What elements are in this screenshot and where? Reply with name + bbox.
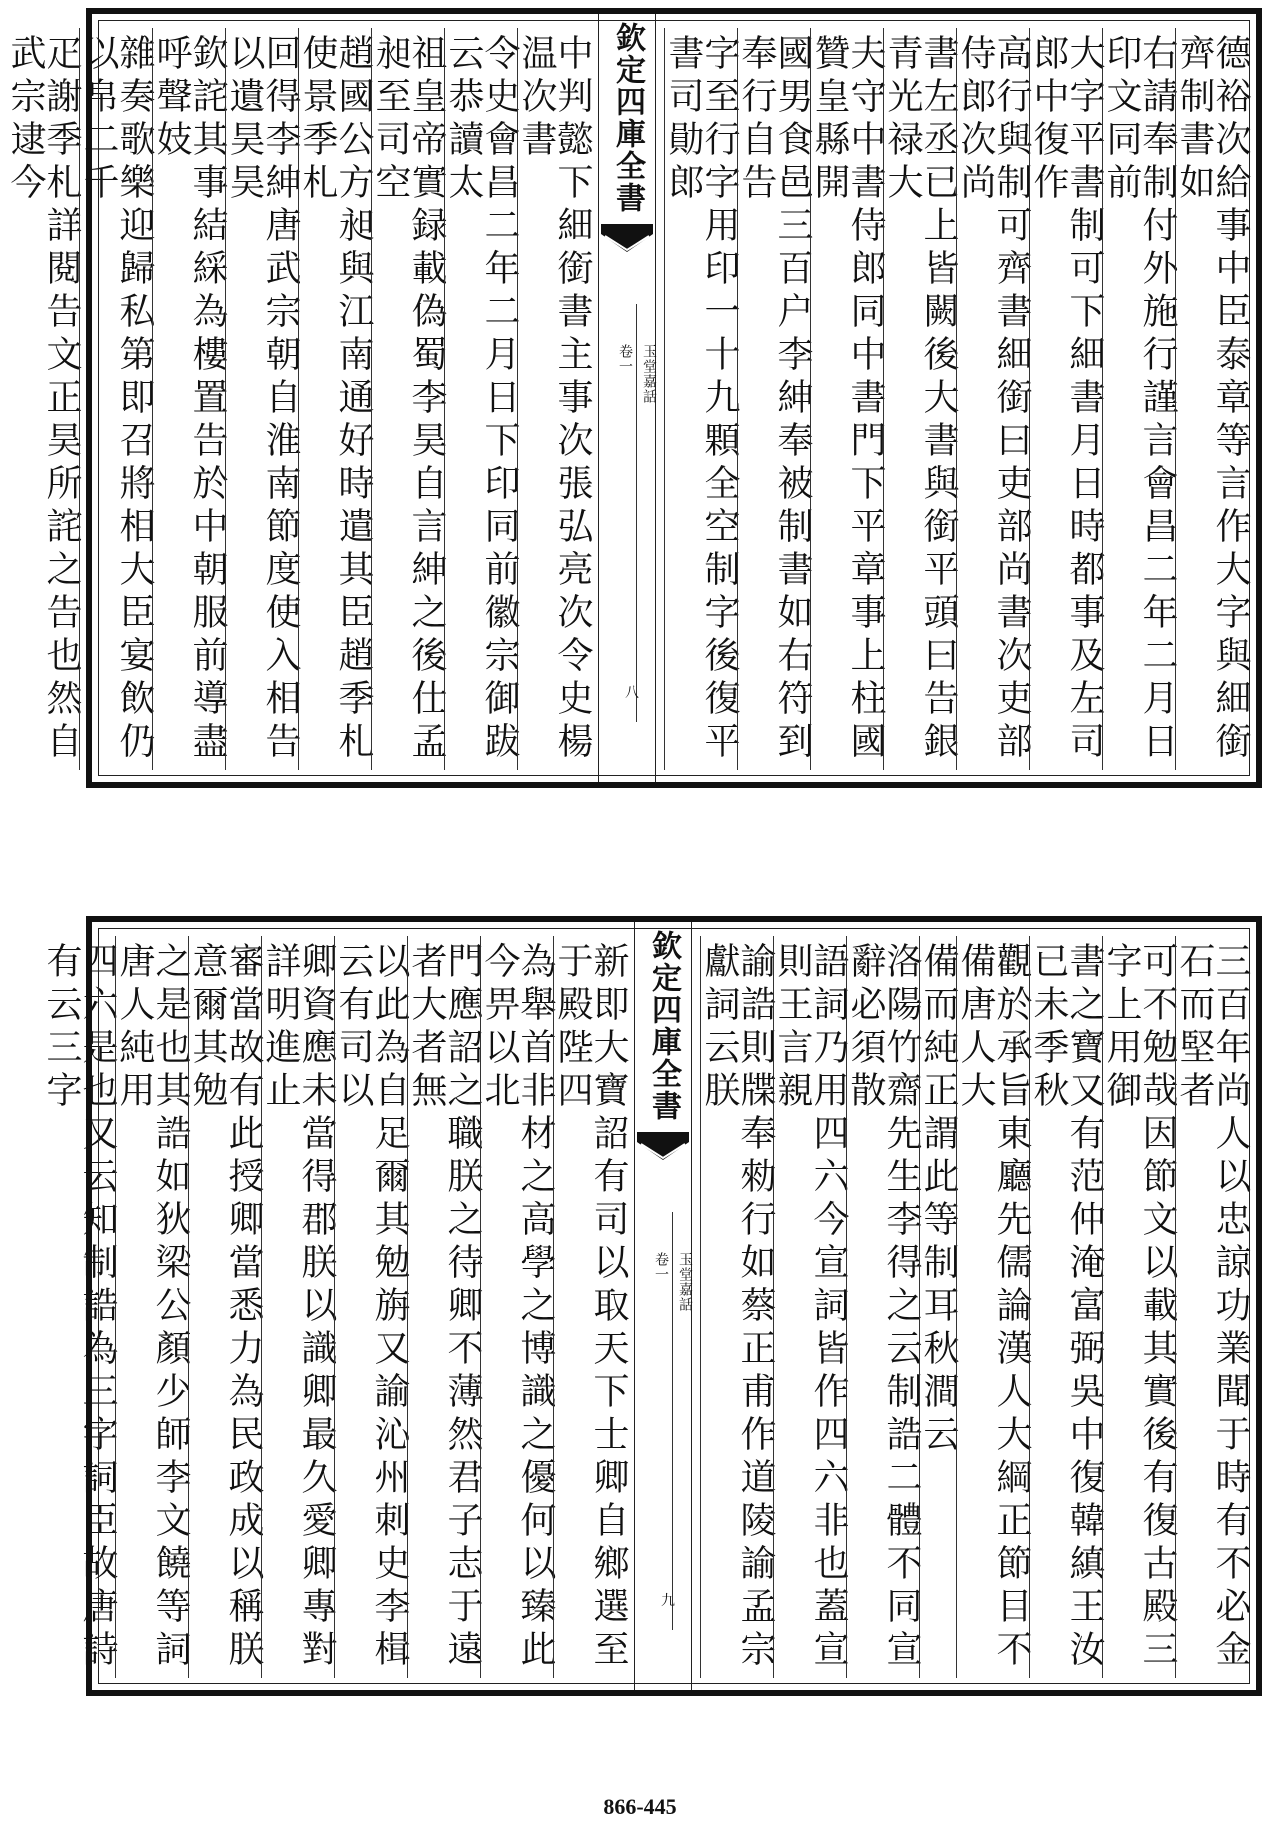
centre-fold-bottom: [634, 922, 692, 1690]
top-left-half: [0, 14, 598, 782]
text-column: 疋謝季札詳閱告文正昊所詫之告也然自武宗逮今: [5, 34, 82, 765]
text-column: 書左丞已上皆闕後大書與銜平頭曰告銀青光禄大: [883, 28, 956, 770]
banner-title: 欽定四庫全書: [610, 22, 645, 214]
text-column: 趙國公方昶與江南通好時遣其臣趙季札使景季札: [298, 28, 371, 770]
fishtail-mark-icon: [635, 1128, 691, 1164]
page-panel-bottom: [41, 916, 1262, 1696]
text-column: 雜奏歌樂迎歸私第即召將相大臣宴飲仍以帛二千: [79, 28, 152, 770]
text-column: 欽詫其事結綵為樓置告於中朝服前導盡呼聲妓: [152, 28, 225, 770]
text-column: 諭誥則牒奉勑行如蔡正甫作道陵諭孟宗獻詞云朕: [700, 936, 773, 1678]
text-column: 審當故有此授卿當悉力為民政成以稱朕意爾其勉: [188, 936, 261, 1678]
text-column: 三百年尚人以忠諒功業聞于時有不必金石而堅者: [1175, 936, 1248, 1678]
text-column: 回得李紳唐武宗朝自淮南節度使入相告以遺昊昊: [225, 28, 298, 770]
fishtail-mark-icon: [599, 220, 655, 256]
folio-number: 八: [625, 685, 639, 701]
text-column: 語詞乃用四六今宣詞皆作四六非也蓋宣則王言親: [773, 936, 846, 1678]
text-column: 之是也其誥如狄梁公顏少師李文饒等詞唐人純用: [115, 936, 188, 1678]
text-column: 右請奉制付外施行謹言會昌二年二月日印文同前: [1102, 28, 1175, 770]
centre-caption: [651, 1252, 695, 1312]
text-column: 中判懿下細銜書主事次張弘亮次令史楊温次書: [517, 28, 590, 770]
volume-label: 卷一: [653, 1252, 669, 1282]
text-column: 門應詔之職朕之待卿不薄然君子志于遠者大者無: [407, 936, 480, 1678]
text-column: 書之寶又有范仲淹富弼吳中復韓縝王汝已未季秋: [1029, 936, 1102, 1678]
text-column: 國男食邑三百户李紳奉被制書如右符到奉行自告: [737, 28, 810, 770]
text-column: 洛陽竹齋先生李得之云制誥二體不同宣辭必須散: [846, 936, 919, 1678]
text-column: 夫守中書侍郎同中書門下平章事上柱國贊皇縣開: [810, 28, 883, 770]
text-column: 德裕次給事中臣泰章等言作大字與細銜齊制書如: [1175, 28, 1248, 770]
text-column: 四六是也又云知制誥為三字詞臣故唐詩有云三字: [41, 942, 118, 1673]
text-column: 令史會昌二年二月日下印同前徽宗御跋云恭讀太: [444, 28, 517, 770]
text-column: 高行與制可齊書細銜曰吏部尚書次吏部侍郎次尚: [956, 28, 1029, 770]
text-column: 大字平書制可下細書月日時都事及左司郎中復作: [1029, 28, 1102, 770]
folio-number: 九: [661, 1593, 675, 1609]
bottom-left-half: [35, 922, 634, 1690]
text-column: 以此為自足爾其勉旃又諭沁州刺史李楫云有司以: [334, 936, 407, 1678]
text-column: 新即大寶詔有司以取天下士卿自鄉選至于殿陛四: [553, 936, 626, 1678]
top-right-half: [656, 14, 1256, 782]
text-column: 觀於承旨東廳先儒論漢人大綱正節目不備唐人大: [956, 936, 1029, 1678]
bottom-right-half: [692, 922, 1256, 1690]
book-title: 玉堂嘉話: [641, 344, 657, 404]
centre-caption: [615, 344, 659, 404]
centre-fold-top: [598, 14, 656, 782]
banner-title: 欽定四庫全書: [646, 930, 681, 1122]
text-column: 字至行字用印一十九顆全空制字後復平書司勛郎: [664, 28, 737, 770]
page-number-footer: 866-445: [603, 1794, 677, 1819]
volume-label: 卷一: [617, 344, 633, 374]
text-column: 卿資應未當得郡朕以識卿最久愛卿專對詳明進止: [261, 936, 334, 1678]
text-column: 備而純正謂此等制耳秋澗云: [919, 936, 956, 1678]
page-panel-top: [5, 8, 1262, 788]
text-column: 為舉首非材之高學之博識之優何以臻此今畀以北: [480, 936, 553, 1678]
book-title: 玉堂嘉話: [677, 1252, 693, 1312]
text-column: 祖皇帝實録載偽蜀李昊自言紳之後仕孟昶至司空: [371, 28, 444, 770]
text-column: 可不勉哉因節文以載其實後有復古殿三字上用御: [1102, 936, 1175, 1678]
